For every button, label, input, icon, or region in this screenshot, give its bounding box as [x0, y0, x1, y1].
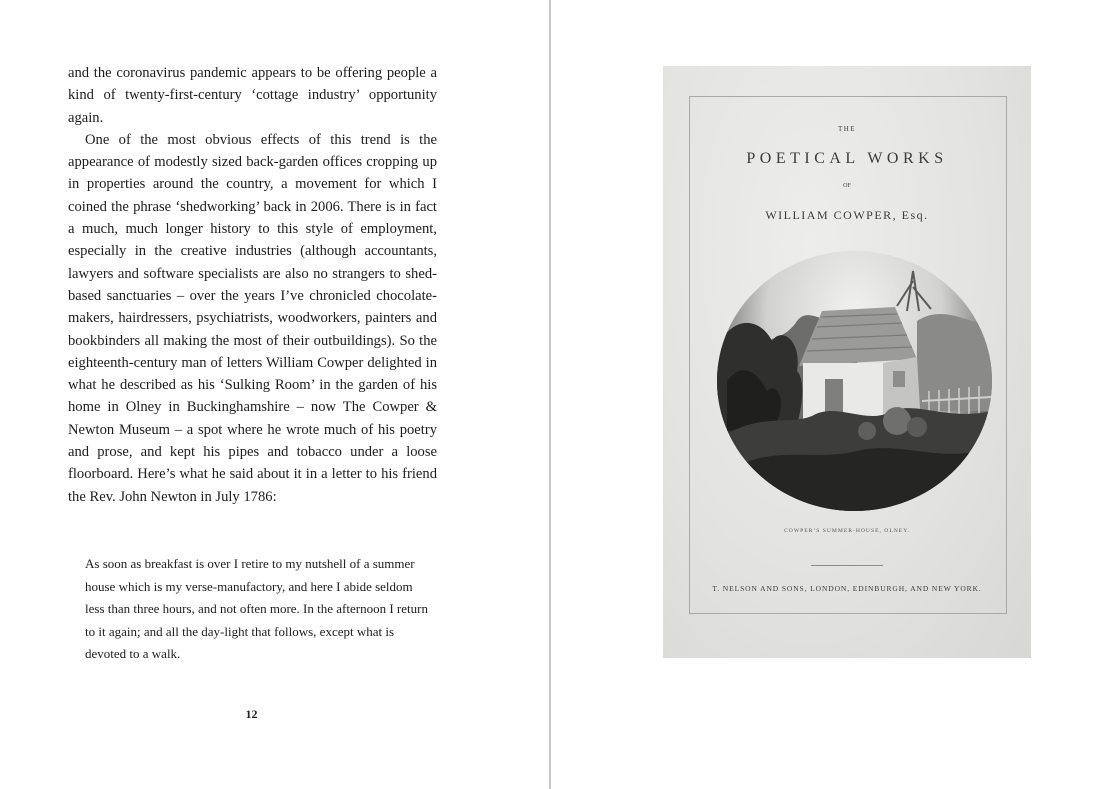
page-number: 12 — [245, 707, 258, 721]
summer-house-vignette — [717, 251, 992, 511]
title-page-plate — [663, 66, 1031, 658]
plate-of: OF — [843, 183, 851, 189]
plate-title: POETICAL WORKS — [746, 150, 948, 167]
body-text — [68, 62, 437, 508]
plate-rule — [811, 565, 883, 566]
plate-the: THE — [837, 125, 857, 133]
right-page — [551, 0, 1100, 789]
plate-caption: COWPER’S SUMMER-HOUSE, OLNEY. — [784, 528, 910, 534]
block-quote: As soon as breakfast is over I retire to my nutshell of a summer house which is my verse-manufactory, and here I abide seldom less than three hours, and not often more. In the afternoon I return to it again; and all the day-light that follows, except what is devoted to a walk. — [85, 556, 428, 662]
paragraph-2: One of the most obvious effects of this trend is the appearance of modestly sized back-garden offices cropping up in properties around the country, a movement for which I coined the phrase ‘shedworking’ back in 2006. There is in fact a much, much longer history to this style of employment, especially in the creative industries (although accountants, lawyers and software specialists are also no strangers to shed-based sanctuaries – over the years I’ve chronicled chocolate-makers, hairdressers, psychiatrists, woodworkers, painters and bookbinders all making the most of their outbuildings). So the eighteenth-century man of letters William Cowper delighted in what he described as his ‘Sulking Room’ in the garden of his home in Olney in Buckinghamshire – now The Cowper & Newton Museum – a spot where he wrote much of his poetry and prose, and kept his pipes and tobacco under a loose floorboard. Here’s what he said about it in a letter to his friend the Rev. John Newton in July 1786: — [68, 131, 437, 505]
plate-publisher: T. NELSON AND SONS, LONDON, EDINBURGH, AND NEW YORK. — [712, 584, 982, 593]
paragraph-1: and the coronavirus pandemic appears to be offering people a kind of twenty-first-century ‘cottage industry’ opportunity again. — [68, 65, 437, 126]
plate-author: WILLIAM COWPER, Esq. — [765, 208, 929, 222]
summer-house-illustration — [717, 251, 992, 511]
left-page — [0, 0, 549, 789]
